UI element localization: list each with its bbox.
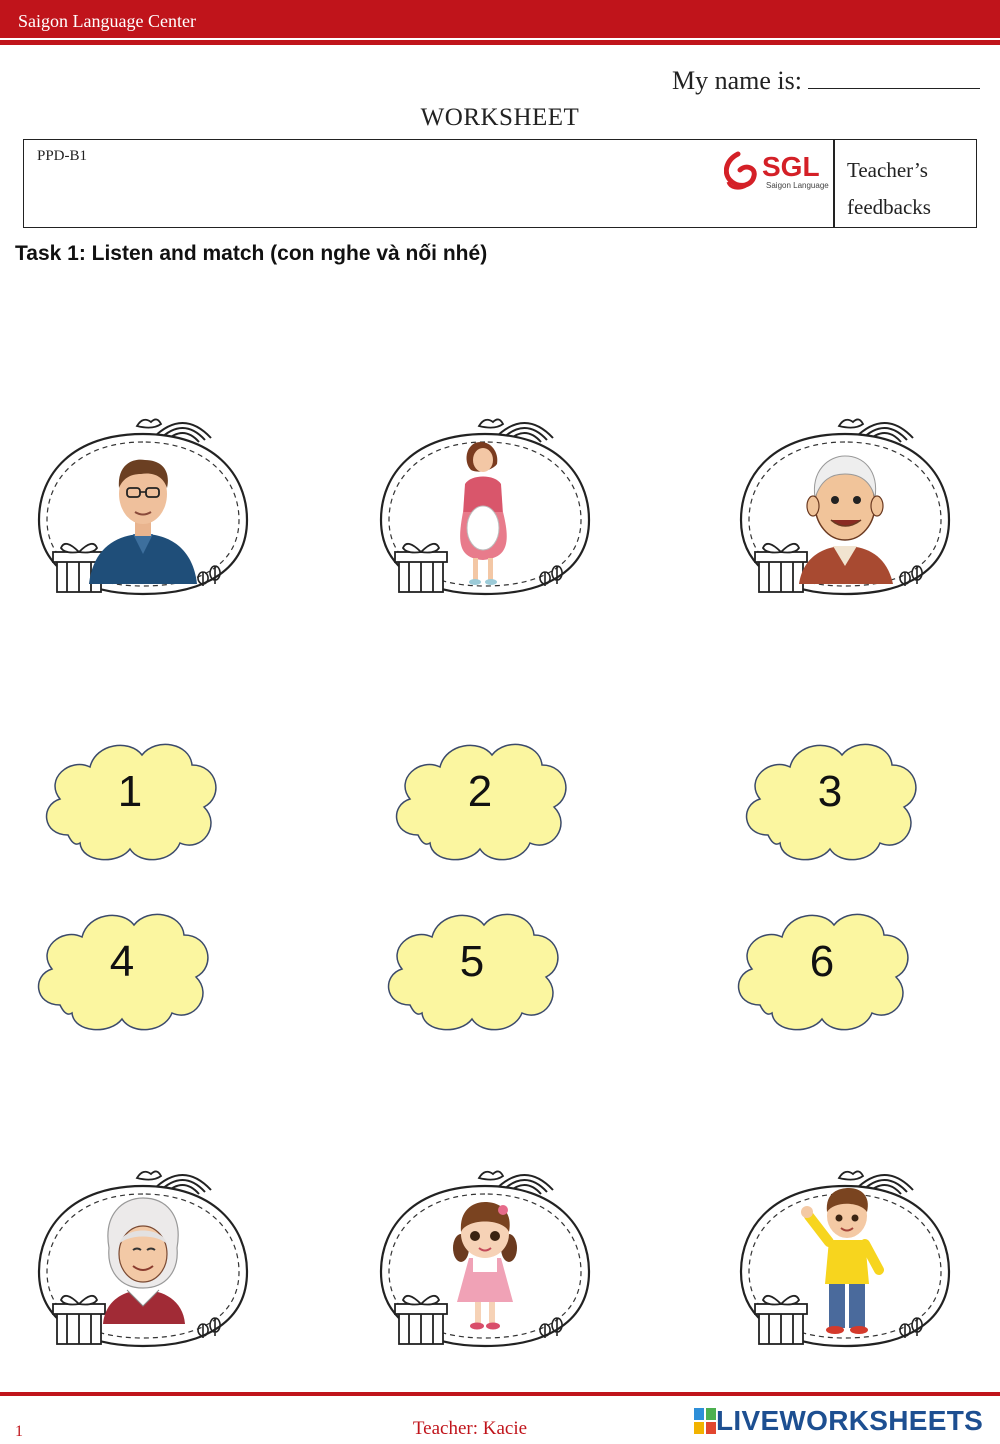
- liveworksheets-brand: LIVEWORKSHEETS: [716, 1405, 984, 1436]
- number-label: 1: [117, 767, 143, 816]
- page-number: 1: [15, 1423, 23, 1440]
- picture-grandfather[interactable]: [735, 408, 955, 608]
- number-label: 6: [809, 937, 835, 986]
- name-prompt: My name is:: [672, 66, 802, 95]
- number-label: 3: [817, 767, 843, 816]
- logo-subtext: Saigon Language: [766, 181, 829, 190]
- picture-father[interactable]: [33, 408, 253, 608]
- picture-grandmother[interactable]: [33, 1160, 253, 1360]
- logo-text: SGL: [762, 151, 820, 182]
- teacher-name: Teacher: Kacie: [412, 1418, 528, 1439]
- info-divider: [833, 140, 835, 227]
- header-rule: [0, 40, 1000, 45]
- footer-rule: [0, 1392, 1000, 1396]
- name-row: [672, 62, 980, 96]
- name-blank-field[interactable]: [808, 62, 980, 89]
- teacher-feedback-label: [847, 152, 931, 226]
- picture-boy[interactable]: [735, 1160, 955, 1360]
- number-cloud-3[interactable]: [738, 735, 922, 865]
- liveworksheets-logo[interactable]: [694, 1405, 983, 1437]
- picture-girl[interactable]: [375, 1160, 595, 1360]
- number-cloud-6[interactable]: [730, 905, 914, 1035]
- liveworksheets-grid-icon: [694, 1408, 716, 1434]
- header-bar: [0, 0, 1000, 38]
- number-cloud-4[interactable]: [30, 905, 214, 1035]
- picture-mother[interactable]: [375, 408, 595, 608]
- task-title: Task 1: Listen and match (con nghe và nối nhé): [15, 242, 488, 265]
- number-cloud-1[interactable]: [38, 735, 222, 865]
- grandmother-picture-icon: [103, 1198, 185, 1324]
- feedback-line-2: feedbacks: [847, 195, 931, 219]
- sgl-logo: [724, 146, 832, 196]
- number-label: 2: [467, 767, 493, 816]
- number-label: 4: [109, 937, 135, 986]
- number-cloud-5[interactable]: [380, 905, 564, 1035]
- number-label: 5: [459, 937, 485, 986]
- feedback-line-1: Teacher’s: [847, 158, 928, 182]
- page-title: WORKSHEET: [420, 104, 580, 131]
- number-cloud-2[interactable]: [388, 735, 572, 865]
- center-name: Saigon Language Center: [18, 11, 196, 31]
- info-box: [23, 139, 977, 228]
- worksheet-code: PPD-B1: [37, 148, 88, 164]
